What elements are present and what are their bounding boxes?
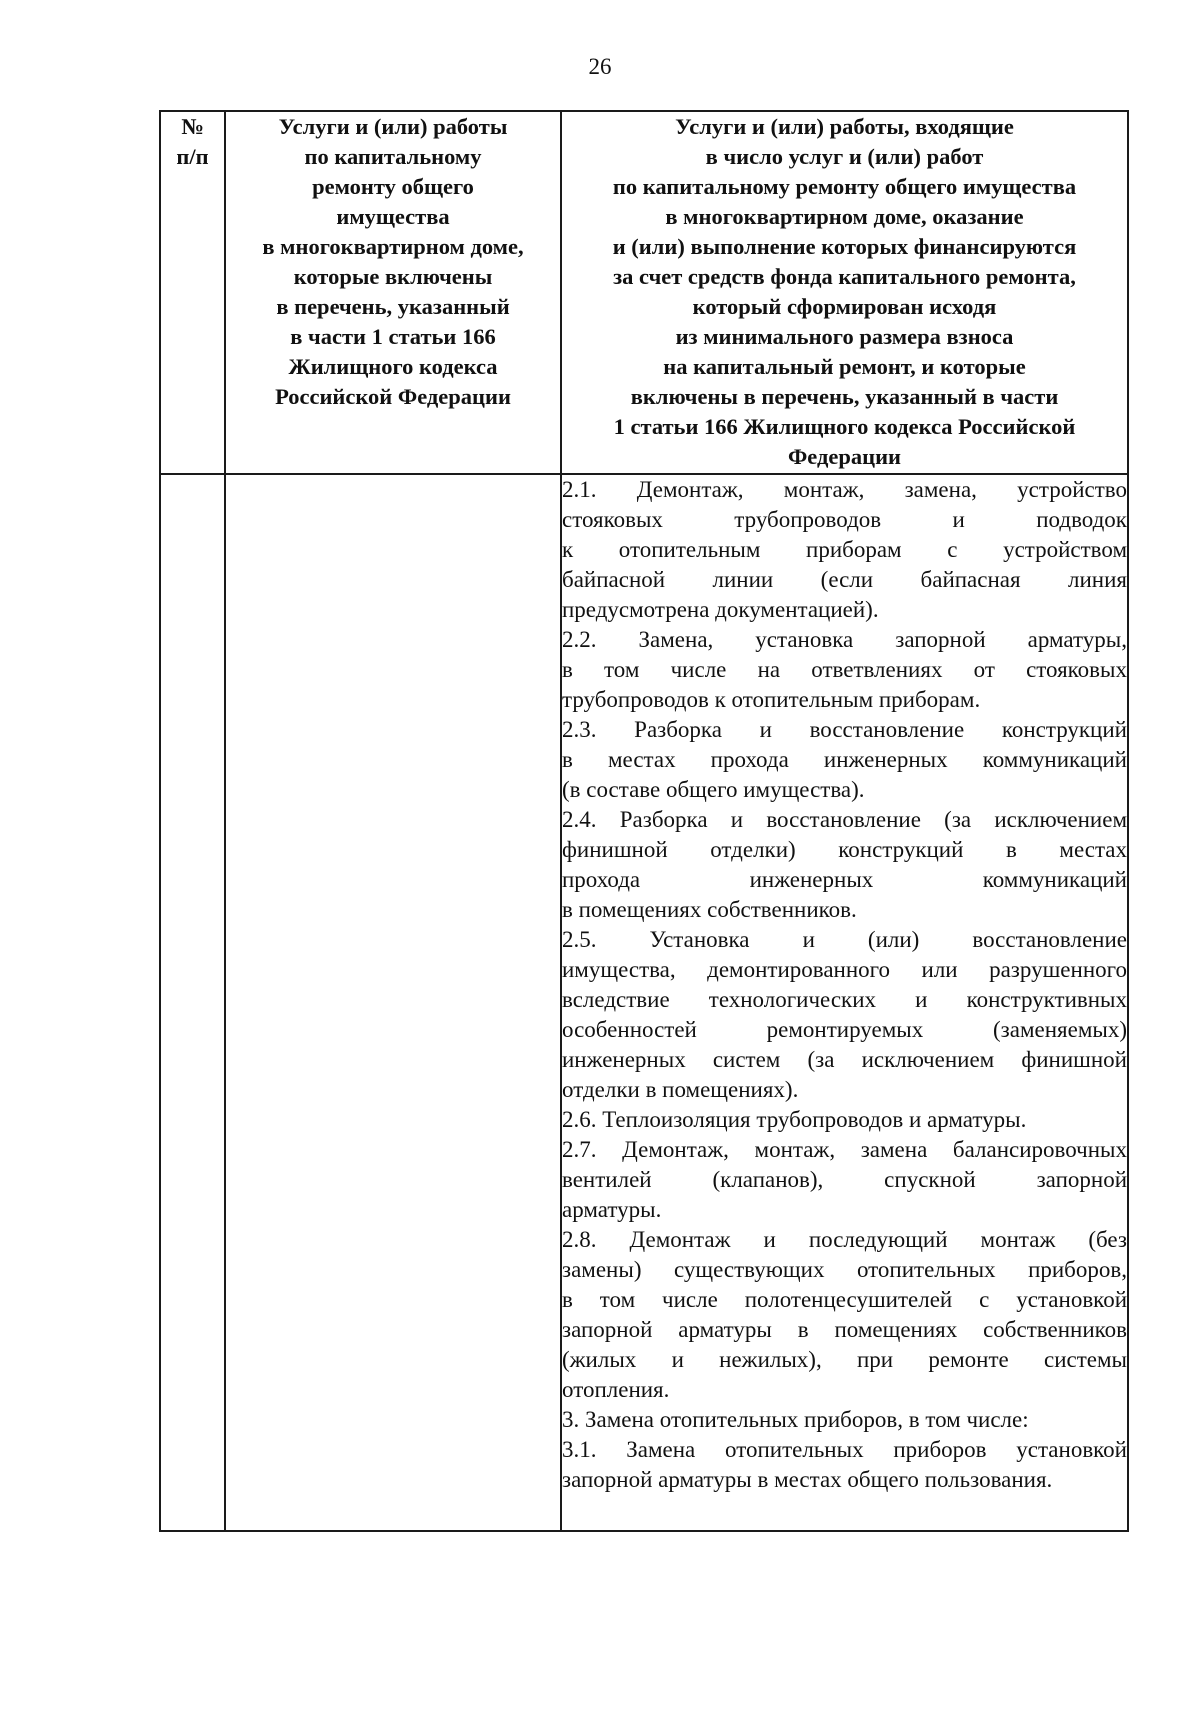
text-line: который сформирован исходя xyxy=(692,294,997,319)
text-line: Российской Федерации xyxy=(275,384,511,409)
services-table xyxy=(159,110,1129,1532)
text-line: 2.4. Разборка и восстановление (за исключением xyxy=(562,807,1127,832)
text-line: 1 статьи 166 Жилищного кодекса Российской xyxy=(613,414,1076,439)
text-line: включены в перечень, указанный в части xyxy=(630,384,1059,409)
text-line: имущества xyxy=(336,204,450,229)
text-line: запорной арматуры в помещениях собственников xyxy=(562,1317,1127,1342)
header-number-text xyxy=(161,112,224,172)
text-line: в перечень, указанный xyxy=(276,294,510,319)
text-line: (в составе общего имущества). xyxy=(562,777,865,802)
text-line: к отопительным приборам с устройством xyxy=(562,537,1127,562)
text-line: (жилых и нежилых), при ремонте системы xyxy=(562,1347,1127,1372)
text-line: имущества, демонтированного или разрушенного xyxy=(562,957,1127,982)
text-line: в многоквартирном доме, оказание xyxy=(665,204,1024,229)
body-cell-services-financed xyxy=(561,474,1128,1531)
text-line: байпасной линии (если байпасная линия xyxy=(562,567,1127,592)
header-cell-services-financed xyxy=(561,111,1128,474)
text-line: в том числе полотенцесушителей с установкой xyxy=(562,1287,1127,1312)
text-line: п/п xyxy=(176,144,209,169)
services-items-text xyxy=(562,475,1127,1495)
text-line: особенностей ремонтируемых (заменяемых) xyxy=(562,1017,1127,1042)
text-line: в помещениях собственников. xyxy=(562,897,857,922)
text-line: из минимального размера взноса xyxy=(675,324,1014,349)
text-line: 3. Замена отопительных приборов, в том числе: xyxy=(562,1407,1029,1432)
text-line: Жилищного кодекса xyxy=(288,354,498,379)
text-line: 3.1. Замена отопительных приборов установкой xyxy=(562,1437,1127,1462)
text-line: № xyxy=(181,114,204,139)
header-services-list-text xyxy=(226,112,560,412)
text-line: финишной отделки) конструкций в местах xyxy=(562,837,1127,862)
text-line: которые включены xyxy=(293,264,493,289)
text-line: в части 1 статьи 166 xyxy=(290,324,496,349)
text-line: инженерных систем (за исключением финишной xyxy=(562,1047,1127,1072)
body-cell-services-list xyxy=(225,474,561,1531)
text-line: ремонту общего xyxy=(312,174,474,199)
text-line: отопления. xyxy=(562,1377,670,1402)
text-line: в число услуг и (или) работ xyxy=(705,144,984,169)
text-line: на капитальный ремонт, и которые xyxy=(663,354,1026,379)
text-line: в том числе на ответвлениях от стояковых xyxy=(562,657,1127,682)
text-line: Услуги и (или) работы xyxy=(278,114,508,139)
text-line: вентилей (клапанов), спускной запорной xyxy=(562,1167,1127,1192)
header-services-financed-text xyxy=(562,112,1127,472)
text-line: трубопроводов к отопительным приборам. xyxy=(562,687,981,712)
table-header-row xyxy=(160,111,1128,474)
text-line: 2.6. Теплоизоляция трубопроводов и арматуры. xyxy=(562,1107,1027,1132)
page-number: 26 xyxy=(588,54,612,79)
text-line: арматуры. xyxy=(562,1197,662,1222)
text-line: замены) существующих отопительных приборов, xyxy=(562,1257,1127,1282)
text-line: в многоквартирном доме, xyxy=(262,234,524,259)
text-line: 2.2. Замена, установка запорной арматуры, xyxy=(562,627,1127,652)
text-line: вследствие технологических и конструктивных xyxy=(562,987,1127,1012)
header-cell-services-list xyxy=(225,111,561,474)
text-line: 2.1. Демонтаж, монтаж, замена, устройство xyxy=(562,477,1127,502)
text-line: и (или) выполнение которых финансируются xyxy=(612,234,1077,259)
text-line: 2.7. Демонтаж, монтаж, замена балансировочных xyxy=(562,1137,1127,1162)
text-line: Федерации xyxy=(787,444,902,469)
text-line: по капитальному xyxy=(304,144,482,169)
text-line: стояковых трубопроводов и подводок xyxy=(562,507,1127,532)
text-line: отделки в помещениях). xyxy=(562,1077,799,1102)
text-line: по капитальному ремонту общего имущества xyxy=(612,174,1077,199)
text-line: 2.3. Разборка и восстановление конструкций xyxy=(562,717,1127,742)
text-line: за счет средств фонда капитального ремонта, xyxy=(613,264,1076,289)
text-line: 2.5. Установка и (или) восстановление xyxy=(562,927,1127,952)
body-cell-number xyxy=(160,474,225,1531)
text-line: прохода инженерных коммуникаций xyxy=(562,867,1127,892)
text-line: 2.8. Демонтаж и последующий монтаж (без xyxy=(562,1227,1127,1252)
text-line: предусмотрена документацией). xyxy=(562,597,879,622)
text-line: запорной арматуры в местах общего пользования. xyxy=(562,1467,1053,1492)
header-cell-number xyxy=(160,111,225,474)
table-body-row xyxy=(160,474,1128,1531)
text-line: Услуги и (или) работы, входящие xyxy=(675,114,1014,139)
text-line: в местах прохода инженерных коммуникаций xyxy=(562,747,1127,772)
